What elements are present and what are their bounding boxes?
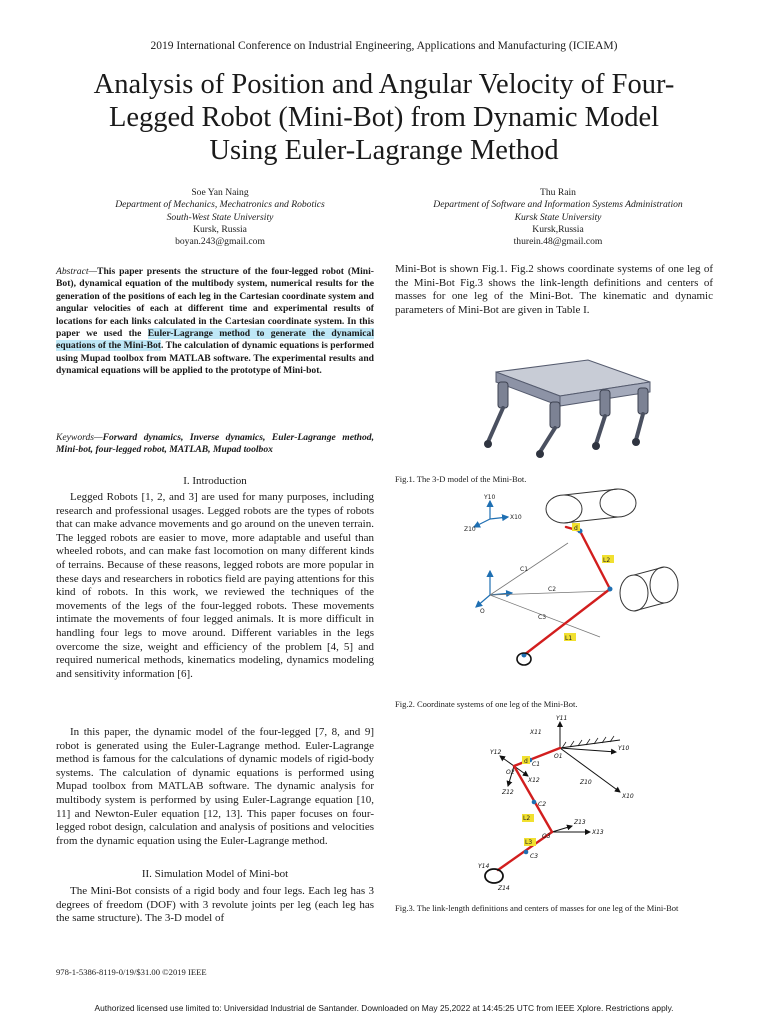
label-x10: X10 [622, 793, 634, 800]
isbn-line: 978-1-5386-8119-0/19/$31.00 ©2019 IEEE [56, 967, 207, 977]
label-z14: Z14 [498, 885, 510, 892]
label-z13: Z13 [574, 819, 586, 826]
label-l1: L1 [565, 635, 573, 642]
keywords-label: Keywords— [56, 432, 103, 443]
simulation-paragraph: The Mini-Bot consists of a rigid body and four legs. Each leg has 3 degrees of freedom (DOF) with 3 revolute joints per leg (each leg has the same structure). The 3-D model of [56, 885, 374, 925]
paper-title [40, 68, 728, 167]
author-email[interactable]: boyan.243@gmail.com [175, 236, 265, 248]
author-name: Soe Yan Naing [191, 187, 249, 198]
label-l2: L2 [603, 557, 611, 564]
abstract-text-b: . The calculation of dynamic equations is performed using Mupad toolbox from MATLAB software. The experimental results and dynamical equations will be applied to the prototype of Mini-bot. [56, 340, 374, 377]
conference-header: 2019 International Conference on Industrial Engineering, Applications and Manufacturing (ICIEAM) [150, 40, 618, 52]
label-o3: O3 [542, 833, 551, 840]
license-footer: Authorized licensed use limited to: Universidad Industrial de Santander. Downloaded on May 25,2022 at 14:45:25 UTC from IEEE Xplore. Restrictions apply. [94, 1003, 674, 1013]
author-university: South-West State University [166, 211, 274, 223]
label-d: d [574, 525, 578, 532]
label-o2: O2 [506, 769, 515, 776]
label-x12: X12 [528, 777, 540, 784]
author-email[interactable]: thurein.48@gmail.com [513, 236, 603, 248]
author-department: Department of Software and Information Systems Administration [433, 199, 683, 211]
label-y10: Y10 [618, 745, 630, 752]
label-y10: Y10 [484, 494, 496, 501]
abstract-text-a: This paper presents the structure of the four-legged robot (Mini-Bot), dynamical equation of the multibody system, numerical results for the generation of the positions of each leg in the Cartesian coordinate system and angular velocities of each at different time and experimental results of locations for each links calculated in the Cartesian coordinate system. In this paper we used the [56, 266, 374, 340]
label-y12: Y12 [490, 749, 502, 756]
coordinate-systems-figure [460, 487, 680, 677]
label-c1: C1 [532, 761, 541, 768]
author-city: Kursk,Russia [532, 223, 584, 235]
intro-paragraph-1: Legged Robots [1, 2, and 3] are used for many purposes, including research and professional usages. Legged robots are the types of robots that can make advance movements and go around on the uneven terrain. The legged robots are easier to move, more adaptable and useful than wheeled robots, and can make fast locomotion on many different kinds of terrains. Because of these reasons, legged robots are more popular in these days and researchers in robotics field are paying attentions for this kind of robots. In this work, we reviewed the techniques of the movements of the legs of the four-legged robots. These movements intimate the movements of four legged animals. It is more difficult in handling four legs to move around. Different variables in the legs overcome the size, weight and efficiency of the problem [4, 5] and required numerical methods, kinematics modeling, dynamics modeling and sensitivity information [6]. [56, 491, 374, 680]
label-c2: C2 [548, 586, 557, 593]
section-heading-simulation-model: II. Simulation Model of Mini-bot [141, 868, 289, 880]
label-x10: X10 [510, 514, 522, 521]
label-z10: Z10 [580, 779, 592, 786]
abstract-label: Abstract— [56, 266, 98, 277]
label-c3: C3 [530, 853, 539, 860]
figure-2-caption: Fig.2. Coordinate systems of one leg of the Mini-Bot. [395, 699, 578, 709]
label-x11: X11 [530, 729, 542, 736]
label-y11: Y11 [556, 715, 568, 722]
abstract-highlight[interactable]: Euler-Lagrange method to generate the dynamical equations of the Mini-Bot [56, 328, 374, 352]
label-z12: Z12 [502, 789, 514, 796]
label-l3: L3 [525, 839, 533, 846]
author-block-1 [60, 187, 380, 248]
author-block-2 [388, 187, 728, 248]
label-x13: X13 [592, 829, 604, 836]
right-column-paragraph: Mini-Bot is shown Fig.1. Fig.2 shows coordinate systems of one leg of the Mini-Bot Fig.3 shows the link-length definitions and centers of masses for one leg of the Mini-Bot. The kinematic and dynamic parameters of Mini-Bot are given in Table I. [395, 263, 713, 316]
section-heading-introduction: I. Introduction [183, 475, 247, 487]
label-d: d [524, 758, 528, 765]
abstract [56, 266, 374, 378]
figure-1-caption: Fig.1. The 3-D model of the Mini-Bot. [395, 474, 527, 484]
label-z10: Z10 [464, 526, 476, 533]
label-l2: L2 [523, 815, 531, 822]
author-city: Kursk, Russia [193, 223, 247, 235]
label-c1: C1 [520, 566, 529, 573]
figure-3-caption: Fig.3. The link-length definitions and centers of masses for one leg of the Mini-Bot [395, 903, 679, 913]
label-c2: C2 [538, 801, 547, 808]
label-origin: O [480, 608, 485, 615]
intro-paragraph-2: In this paper, the dynamic model of the four-legged [7, 8, and 9] robot is generated using the Euler-Lagrange method. Euler-Lagrange method is famous for the calculations of dynamic models of rigid-body systems. The calculation of dynamic equations is performed using Mupad toolbox from MATLAB software. The dynamic analysis for multibody system is performed by using Euler-Lagrange equation [10, 11] and Newton-Euler equation [12, 13]. This paper focuses on four-legged robot design, calculation and analysis of positions and velocities from the dynamic equation using the Euler-Lagrange method. [56, 726, 374, 847]
label-o1: O1 [554, 753, 563, 760]
keywords-text: Forward dynamics, Inverse dynamics, Euler-Lagrange method, Mini-bot, four-legged robot, MATLAB, Mupad toolbox [56, 432, 374, 456]
author-department: Department of Mechanics, Mechatronics and Robotics [115, 199, 325, 211]
author-university: Kursk State University [514, 211, 602, 223]
title-line-3: Using Euler-Lagrange Method [209, 135, 559, 166]
title-line-2: Legged Robot (Mini-Bot) from Dynamic Model [108, 102, 660, 133]
minibot-3d-model-figure [468, 352, 668, 462]
link-length-figure [470, 714, 670, 894]
author-name: Thu Rain [540, 187, 576, 198]
title-line-1: Analysis of Position and Angular Velocity of Four- [93, 69, 675, 100]
keywords [56, 432, 374, 457]
label-y14: Y14 [478, 863, 490, 870]
label-c3: C3 [538, 614, 547, 621]
